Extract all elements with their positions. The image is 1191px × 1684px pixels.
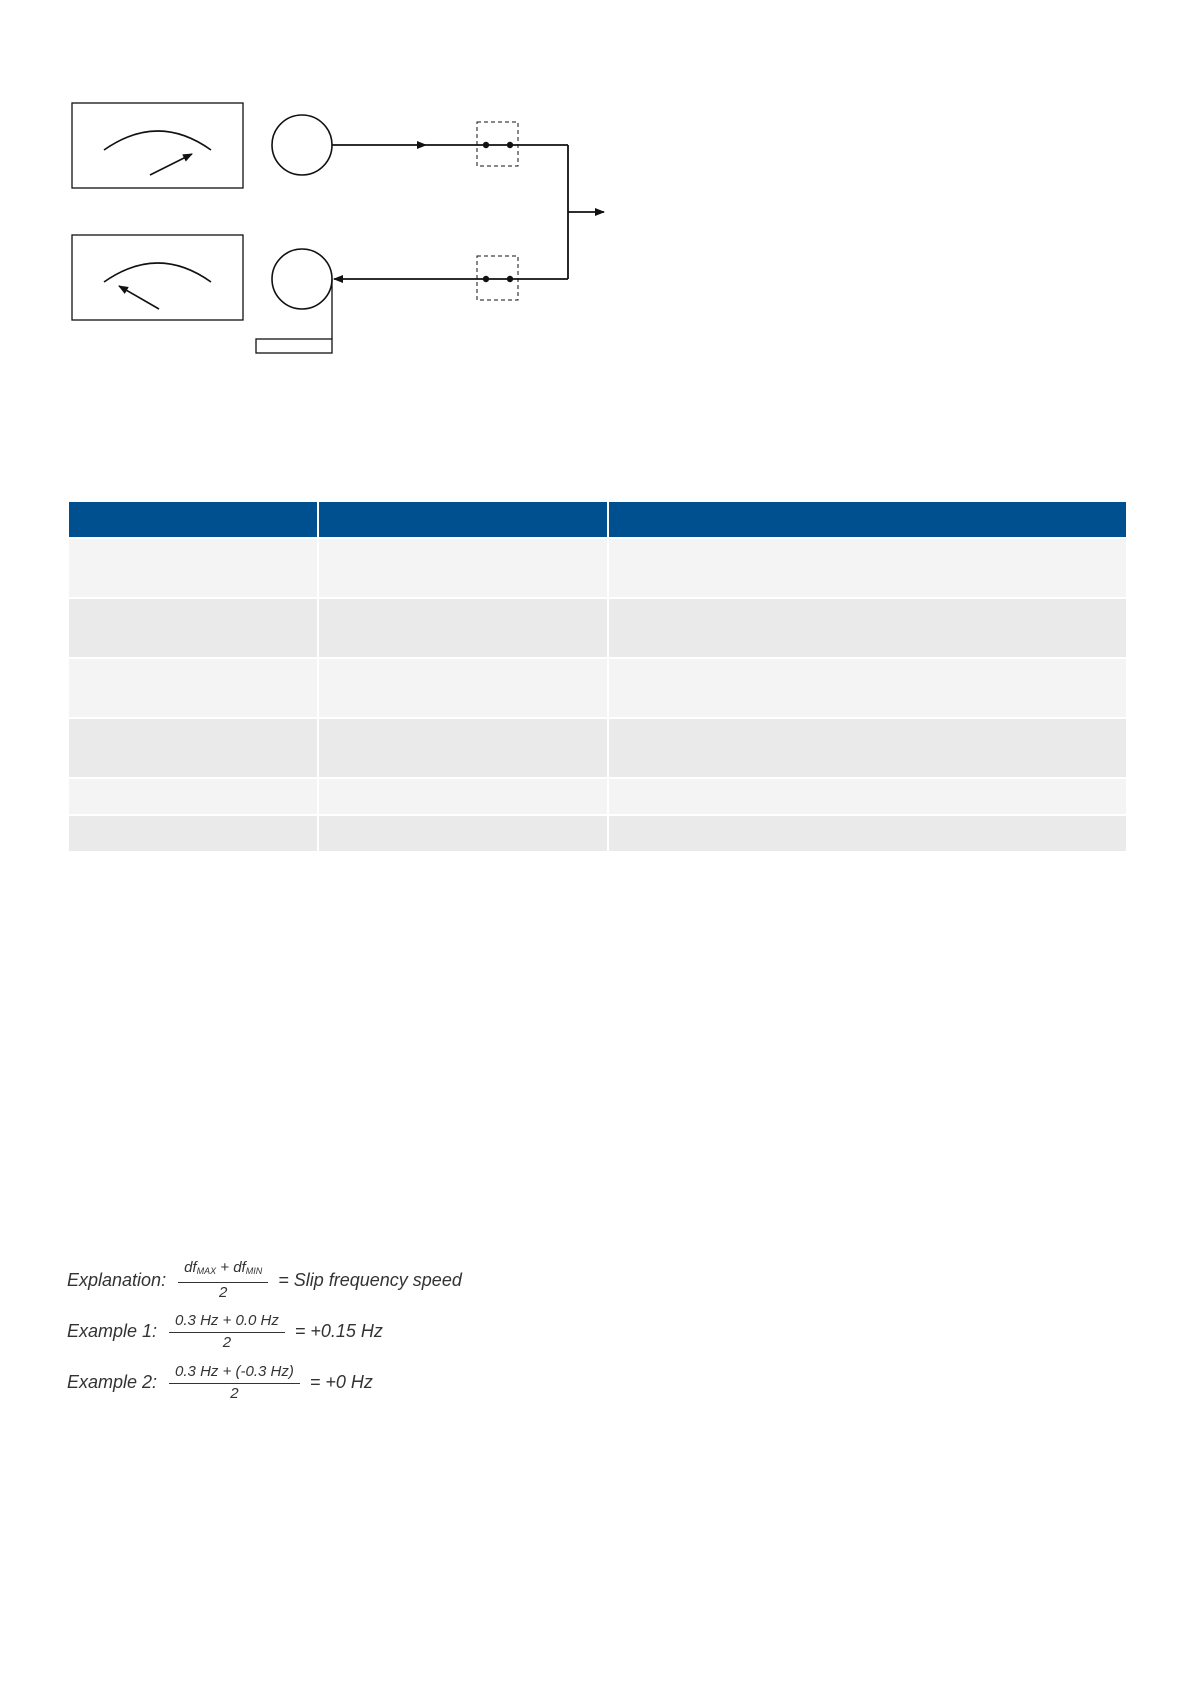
- table-row: [69, 814, 1126, 851]
- table-cell: [69, 537, 317, 597]
- table-cell: [607, 537, 1126, 597]
- bottom-block: [256, 279, 332, 353]
- formula-example-1: [67, 1306, 462, 1357]
- table-row: [69, 597, 1126, 657]
- breaker-top: [477, 122, 518, 166]
- formula-label: Example 2:: [67, 1372, 158, 1392]
- schematic-diagram: [0, 0, 1191, 400]
- table-cell: [607, 657, 1126, 717]
- table-cell: [607, 597, 1126, 657]
- fraction: [169, 1363, 300, 1403]
- formula-explanation: [67, 1255, 462, 1306]
- fraction: [169, 1312, 285, 1352]
- table-header-cell: [317, 502, 607, 537]
- table-header-cell: [69, 502, 317, 537]
- meter-top: [72, 103, 243, 188]
- table-cell: [607, 814, 1126, 851]
- table-row: [69, 777, 1126, 814]
- table-cell: [607, 777, 1126, 814]
- fraction-numerator: $df_{MAX} + df_{MIN}$: [178, 1259, 268, 1283]
- fraction-numerator: 0.3 Hz + 0.0 Hz: [169, 1312, 285, 1333]
- formula-result: = +0 Hz: [309, 1372, 373, 1392]
- formula-result: = Slip frequency speed: [278, 1270, 462, 1290]
- table-cell: [69, 657, 317, 717]
- table-cell: [607, 717, 1126, 777]
- fraction-denominator: 2: [230, 1384, 239, 1402]
- formula-label: Example 1:: [67, 1321, 158, 1341]
- table-cell: [69, 814, 317, 851]
- fraction-denominator: 2: [222, 1333, 232, 1351]
- formula-result: = +0.15 Hz: [294, 1321, 383, 1341]
- meter-bottom-needle: [119, 286, 159, 309]
- formula-label: Explanation:: [67, 1270, 167, 1290]
- circle-bottom: [272, 249, 332, 309]
- table-row: [69, 657, 1126, 717]
- table-cell: [317, 814, 607, 851]
- table-cell: [317, 657, 607, 717]
- table-cell: [317, 717, 607, 777]
- table-cell: [317, 537, 607, 597]
- breaker-bottom: [477, 256, 518, 300]
- table-header-row: [69, 502, 1126, 537]
- table-cell: [317, 597, 607, 657]
- table-cell: [317, 777, 607, 814]
- meter-bottom: [72, 235, 243, 320]
- circle-top: [272, 115, 332, 175]
- table-cell: [69, 597, 317, 657]
- table-cell: [69, 777, 317, 814]
- fraction-numerator: 0.3 Hz + (-0.3 Hz): [169, 1363, 300, 1384]
- fraction: [178, 1259, 268, 1302]
- table-header-cell: [607, 502, 1126, 537]
- parameter-table: [69, 502, 1126, 851]
- formula-block: [67, 1255, 462, 1408]
- fraction-denominator: 2: [218, 1284, 228, 1301]
- formula-example-2: [67, 1357, 462, 1408]
- table-row: [69, 537, 1126, 597]
- meter-top-needle: [150, 154, 192, 175]
- table-row: [69, 717, 1126, 777]
- table-cell: [69, 717, 317, 777]
